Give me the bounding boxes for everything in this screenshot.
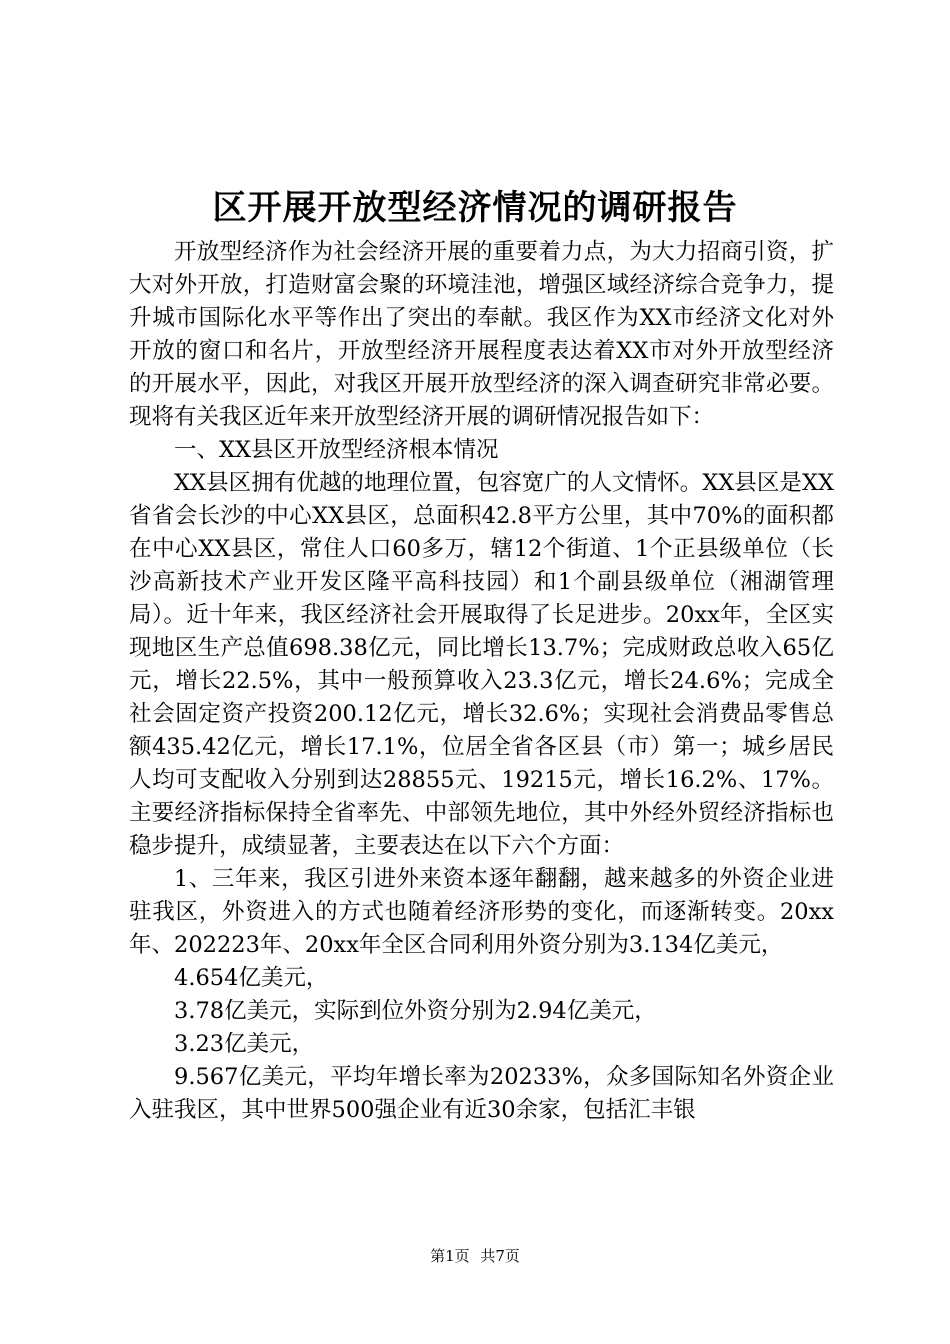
paragraph-continued: 9.567亿美元，平均年增长率为20233%，众多国际知名外资企业入驻我区，其中世界500强企业有近30余家，包括汇丰银: [129, 1064, 834, 1123]
document-body: [129, 236, 834, 1127]
paragraph-value-line: 3.23亿美元，: [174, 1031, 315, 1057]
paragraph-value-line: 3.78亿美元，实际到位外资分别为2.94亿美元，: [174, 998, 657, 1024]
page-number: 第1页: [430, 1247, 470, 1265]
page-footer: [0, 1246, 950, 1266]
page-total: 共7页: [480, 1247, 520, 1265]
paragraph-value-line: 4.654亿美元，: [174, 965, 329, 991]
section-heading-1: 一、XX县区开放型经济根本情况: [174, 437, 499, 463]
paragraph-intro: 开放型经济作为社会经济开展的重要着力点，为大力招商引资，扩大对外开放，打造财富会聚的环境洼池，增强区域经济综合竞争力，提升城市国际化水平等作出了突出的奉献。我区作为XX市经济文化对外开放的窗口和名片，开放型经济开展程度表达着XX市对外开放型经济的开展水平，因此，对我区开展开放型经济的深入调查研究非常必要。现将有关我区近年来开放型经济开展的调研情况报告如下：: [129, 239, 834, 430]
paragraph-point-1: 1、三年来，我区引进外来资本逐年翻翻，越来越多的外资企业进驻我区，外资进入的方式也随着经济形势的变化，而逐渐转变。20xx年、202223年、20xx年全区合同利用外资分别为3.134亿美元，: [129, 866, 834, 958]
paragraph-overview: XX县区拥有优越的地理位置，包容宽广的人文情怀。XX县区是XX省省会长沙的中心XX县区，总面积42.8平方公里，其中70%的面积都在中心XX县区，常住人口60多万，辖12个街道、1个正县级单位（长沙高新技术产业开发区隆平高科技园）和1个副县级单位（湘湖管理局）。近十年来，我区经济社会开展取得了长足进步。20xx年，全区实现地区生产总值698.38亿元，同比增长13.7%；完成财政总收入65亿元，增长22.5%，其中一般预算收入23.3亿元，增长24.6%；完成全社会固定资产投资200.12亿元，增长32.6%；实现社会消费品零售总额435.42亿元，增长17.1%，位居全省各区县（市）第一；城乡居民人均可支配收入分别到达28855元、19215元，增长16.2%、17%。主要经济指标保持全省率先、中部领先地位，其中外经外贸经济指标也稳步提升，成绩显著，主要表达在以下六个方面：: [129, 470, 834, 859]
document-title: 区开展开放型经济情况的调研报告: [212, 188, 738, 228]
